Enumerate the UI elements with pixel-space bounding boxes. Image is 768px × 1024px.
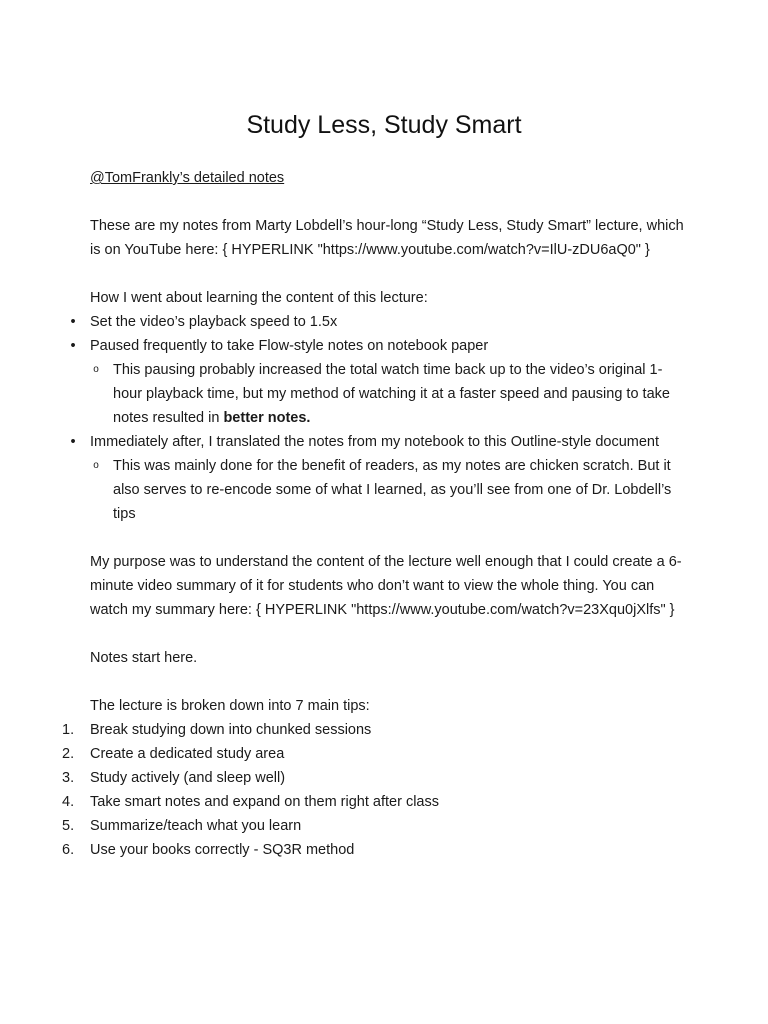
- list-item: [62, 790, 690, 814]
- bullet-icon: •: [70, 434, 76, 450]
- author-line: @TomFrankly’s detailed notes: [90, 170, 285, 186]
- document-body: [62, 166, 690, 862]
- notes-start: Notes start here.: [90, 650, 198, 666]
- intro-paragraph: These are my notes from Marty Lobdell’s hour-long “Study Less, Study Smart” lecture, which is on YouTube here: { HYPERLINK "https://www.youtube.com/watch?v=IlU-zDU6aQ0" }: [90, 218, 684, 258]
- list-number: 2.: [62, 746, 75, 762]
- list-number: 4.: [62, 794, 75, 810]
- bullet-item: [70, 334, 690, 358]
- list-item: [62, 814, 690, 838]
- sub-bullet-icon: o: [93, 364, 99, 375]
- list-item: [62, 838, 690, 862]
- sub-bullet-icon: o: [93, 460, 99, 471]
- list-text: Create a dedicated study area: [90, 746, 285, 762]
- sub-bullet-item: [93, 454, 690, 526]
- sub-bullet-item: [93, 358, 690, 430]
- list-number: 5.: [62, 818, 75, 834]
- bullet-text: Immediately after, I translated the notes from my notebook to this Outline-style document: [90, 434, 659, 450]
- list-text: Use your books correctly - SQ3R method: [90, 842, 355, 858]
- list-text: Break studying down into chunked sessions: [90, 722, 372, 738]
- bullet-icon: •: [70, 338, 76, 354]
- list-number: 3.: [62, 770, 75, 786]
- list-item: [62, 742, 690, 766]
- document-title: Study Less, Study Smart: [246, 111, 522, 139]
- bullet-text: Paused frequently to take Flow-style notes on notebook paper: [90, 338, 489, 354]
- bullet-item: [70, 310, 690, 334]
- bullet-icon: •: [70, 314, 76, 330]
- purpose-paragraph: My purpose was to understand the content of the lecture well enough that I could create a 6-minute video summary of it for students who don’t want to view the whole thing. You can watch my summary here: { HYPERLINK "https://www.youtube.com/watch?v=23Xqu0jXlfs" }: [90, 554, 682, 618]
- sub-bullet-text: This was mainly done for the benefit of readers, as my notes are chicken scratch. But it also serves to re-encode some of what I learned, as you’ll see from one of Dr. Lobdell’s tips: [113, 458, 672, 522]
- list-text: Study actively (and sleep well): [90, 770, 286, 786]
- how-heading: How I went about learning the content of this lecture:: [90, 290, 428, 306]
- sub-bullet-text: This pausing probably increased the total watch time back up to the video’s original 1-hour playback time, but my method of watching it at a faster speed and pausing to take notes resulted in: [113, 362, 670, 426]
- bullet-item: [70, 430, 690, 454]
- list-number: 6.: [62, 842, 75, 858]
- list-text: Take smart notes and expand on them right after class: [90, 794, 439, 810]
- list-item: [62, 766, 690, 790]
- bullet-text: Set the video’s playback speed to 1.5x: [90, 314, 338, 330]
- list-number: 1.: [62, 722, 75, 738]
- bold-phrase: better notes.: [223, 410, 311, 426]
- list-item: [62, 718, 690, 742]
- tips-heading: The lecture is broken down into 7 main tips:: [90, 698, 370, 714]
- list-text: Summarize/teach what you learn: [90, 818, 302, 834]
